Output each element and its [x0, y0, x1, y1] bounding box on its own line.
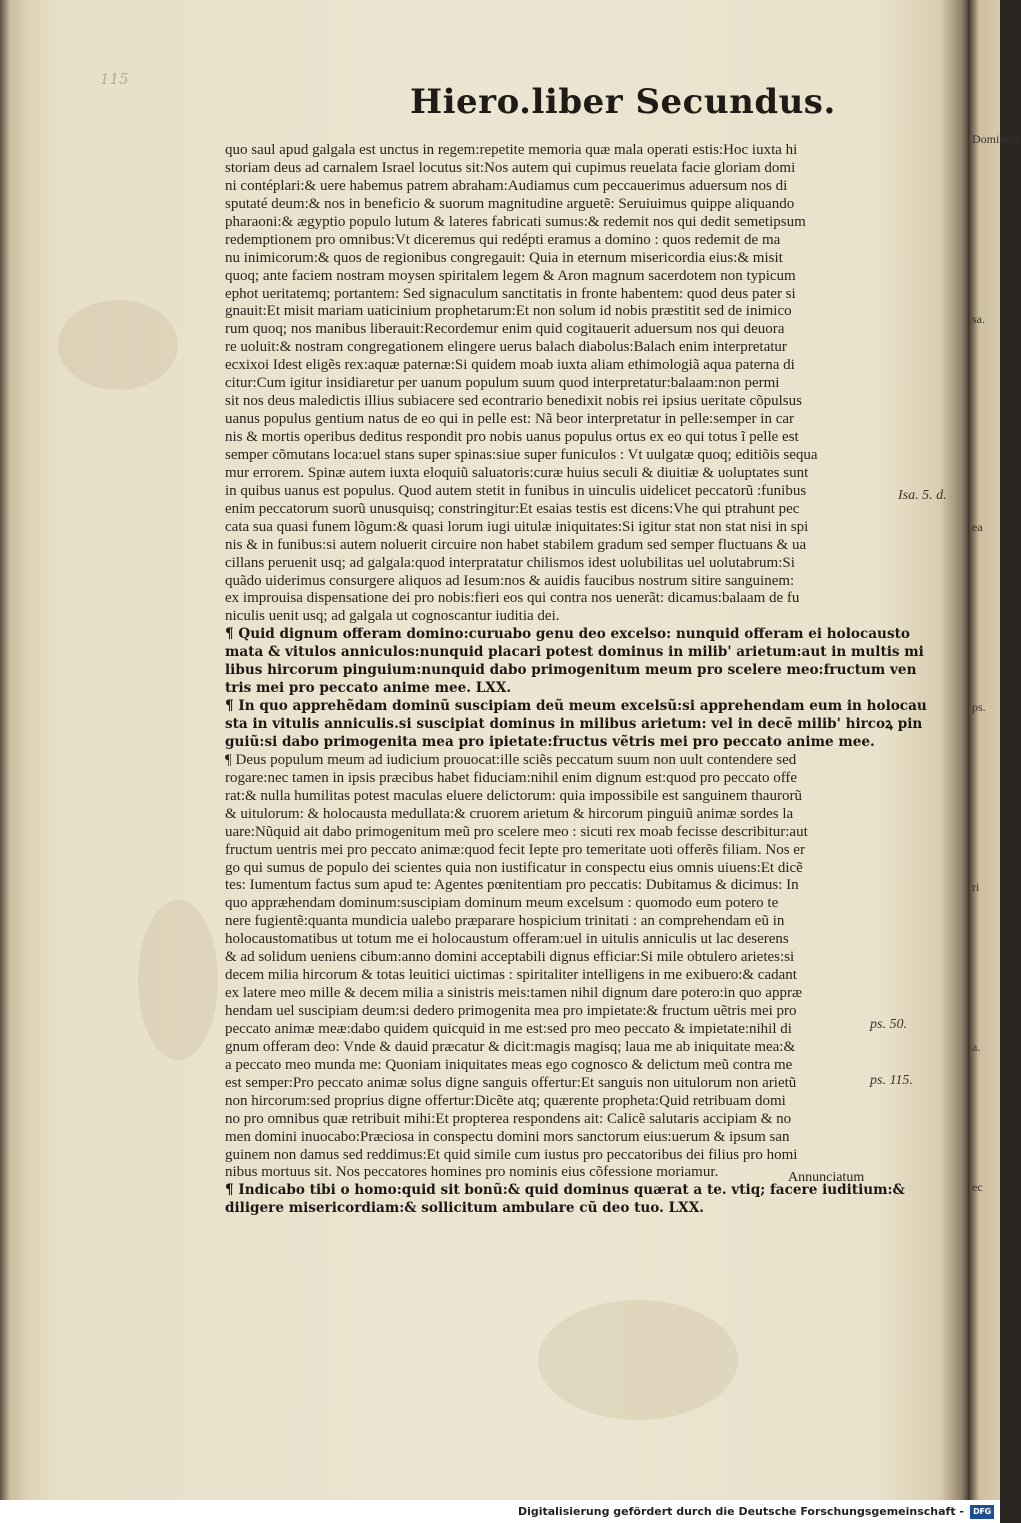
spine-fragment: ec [972, 1180, 983, 1194]
next-page-edge [968, 0, 1021, 1500]
text-line: semper cõmutans loca:uel stans super spinas:siue super funiculos : Vt uulgatæ quoq; editiõis sequa [225, 446, 818, 463]
text-line: a peccato meo munda me: Quoniam iniquitates meas ego cognosco & delictum meũ contra me [225, 1056, 793, 1073]
spine-fragment: sa. [972, 312, 985, 326]
text-line: libus hircorum pinguium:nunquid dabo primogenitum meum pro scelere meo:fructum ven [225, 662, 917, 679]
text-line: cillans peruenit usq; ad galgala:quod interpratatur chilismos idest uolubilitas uel uolutabrum:Si [225, 554, 795, 571]
text-line: niculis uenit usq; ad galgala ut cognoscantur iuditia dei. [225, 608, 560, 625]
text-line: rogare:nec tamen in ipsis præcibus habet fiduciam:nihil enim dignum est:quod pro peccato offe [225, 769, 798, 786]
text-line: mata & vitulos anniculos:nunquid placari potest dominus in milib' arietum:aut in multis mi [225, 644, 924, 661]
text-line: rum quoq; nos manibus liberauit:Recordemur enim quid cogitauerit aduersum nos qui deuora [225, 321, 785, 338]
spine-fragment: ps. [972, 700, 986, 714]
text-line: quãdo uiderimus consurgere aliquos ad Iesum:nos & auidis faucibus nostrum sitire sanguinem: [225, 572, 795, 589]
text-line: rat:& nulla humilitas potest maculas eluere delictorum: quia impossibile est sanguinem thaurorũ [225, 787, 802, 804]
text-line: enim peccatorum suorũ unusquisq; constringitur:Et esaias testis est dicens:Vhe qui ptrahunt pec [225, 500, 800, 517]
text-line: tris mei pro peccato anime mee. LXX. [225, 680, 512, 697]
text-line: sit nos deus maledictis illius subiacere sed econtrario benedixit nobis rei ipsius ueritate cõpulsus [225, 393, 802, 410]
text-line: nibus mortuus sit. Nos peccatores homines pro nominis eius cõfessione moriamur. [225, 1164, 719, 1181]
corner-note: 115 [100, 70, 129, 88]
spine-fragment: ri [972, 880, 980, 894]
text-line: redemptionem pro omnibus:Vt diceremus qui redépti eramus a domino : quos redemit de ma [225, 231, 781, 248]
text-line: ni contéplari:& uere habemus patrem abraham:Audiamus cum peccauerimus aduersum nos di [225, 177, 788, 194]
text-line: ephot ueritatemq; portantem: Sed signaculum sanctitatis in fronte habentem: quod deus pater si [225, 285, 796, 302]
text-line: sta in vitulis anniculis.si suscipiat dominus in milibus arietum: vel in decẽ milib' hircoꝝ pin [225, 716, 923, 732]
text-line: gnum offeram deo: Vnde & dauid præcatur & dicit:magis magisq; laua me ab iniquitate mea:& [225, 1038, 796, 1055]
text-line: nere fugientẽ:quanta mundicia ualebo præparare hospicium trinitati : an comprehendam eũ in [225, 913, 785, 930]
text-line: men domini inuocabo:Præciosa in conspectu domini mors sanctorum eius:uerum & ipsum san [225, 1128, 790, 1145]
text-line: hendam uel suscipiam deum:si dedero primogenita mea pro impietate:& fructum uẽtris mei pro [225, 1003, 797, 1019]
text-line: quoq; ante faciem nostram moysen spiritalem legem & Aron magnum sacerdotem non typicum [225, 267, 796, 284]
text-line: guinem non damus sed reddimus:Et quid simile cum iustus pro peccatoribus dei filius pro homi [225, 1146, 798, 1163]
text-line: holocaustomatibus ut totum me ei holocaustum offeram:uel in uitulis anniculis ut lac deserens [225, 931, 789, 948]
text-line: ecxixoi Idest eligẽs rex:aquæ paternæ:Si quidem moab iuxta aliam ethimologiã aqua paterna di [225, 357, 795, 374]
text-line: nis & in funibus:si autem noluerit circuire non habet stabilem gradum sed semper fluctuans & ua [225, 536, 807, 553]
text-line: fructum uentris mei pro peccato animæ:quod fecit Iepte pro temeritate uoti offerẽs filiam. Nos er [225, 841, 805, 858]
spine-fragment: ea [972, 520, 983, 534]
text-line: est semper:Pro peccato animæ solus digne sanguis offertur:Et sanguis non uitulorum non arietũ [225, 1074, 797, 1091]
text-line: peccato animæ meæ:dabo quidem quicquid in me est:sed pro meo peccato & impietate:nihil di [225, 1020, 792, 1037]
text-line: re uoluit:& nostram congregationem elingere uerus balach diabolus:Balach enim interpretatur [225, 339, 787, 356]
text-line: diligere misericordiam:& sollicitum ambulare cũ deo tuo. LXX. [225, 1200, 704, 1217]
text-line: guiũ:si dabo primogenita mea pro ipietate:fructus vẽtris mei pro peccato anime mee. [225, 733, 875, 750]
text-line: quo saul apud galgala est unctus in regem:repetite memoria quæ mala operati estis:Hoc iuxta hi [225, 142, 798, 158]
text-line: nis & mortis operibus deditus respondit pro nobis uanus populus ortus ex eo qui totus ĩ pelle est [225, 429, 799, 445]
text-line: ¶ Deus populum meum ad iudicium prouocat:ille sciẽs peccatum suum non uult contendere sed [225, 751, 797, 768]
text-line: quo appræhendam dominum:suscipiam dominum meum excelsum : quomodo eum potero te [225, 895, 779, 912]
footer-bar [0, 1500, 1000, 1523]
spine-fragment: Dominum [972, 132, 1021, 146]
marginal-note-isa: Isa. 5. d. [898, 488, 947, 503]
text-line: uare:Nũquid ait dabo primogenitum meũ pro scelere meo : sicuti rex moab fecisse describitur:aut [225, 823, 808, 840]
text-line: mur errorem. Spinæ autem iuxta eloquiũ saluatoris:curæ huius seculi & diuitiæ & uoluptates sunt [225, 464, 809, 481]
stain [138, 900, 218, 1060]
text-line: ¶ Indicabo tibi o homo:quid sit bonũ:& quid dominus quærat a te. vtiq; facere iuditium:& [225, 1182, 905, 1199]
marginal-note-ps115: ps. 115. [870, 1073, 913, 1088]
text-line: ¶ In quo apprehẽdam dominũ suscipiam deũ meum excelsũ:si apprehendam eum in holocau [225, 698, 927, 715]
text-line: storiam deus ad carnalem Israel locutus sit:Nos autem qui cupimus reuelata facie gloriam domi [225, 159, 796, 176]
text-line: no pro omnibus quæ retribuit mihi:Et propterea respondens ait: Calicẽ salutaris accipiam & no [225, 1110, 792, 1127]
dfg-logo-icon[interactable]: DFG [970, 1505, 994, 1519]
text-line: citur:Cum igitur insidiaretur per uanum populum suum quod interpretatur:balaam:non permi [225, 375, 780, 392]
stain [538, 1300, 738, 1420]
running-head: Hiero.liber Secundus. [410, 82, 836, 122]
text-line: nu inimicorum:& quos de regionibus congregauit: Quia in eternum misericordia eius:& misit [225, 249, 783, 266]
text-line: non hircorum:sed proprius digne offertur:Dicẽte atq; quærente propheta:Quid retribuam domi [225, 1092, 786, 1109]
text-line: sputaté deum:& nos in beneficio & suorum magnitudine arguetẽ: Seruiuimus quippe aliquando [225, 195, 795, 212]
text-line: cata sua quasi funem lõgum:& quasi lorum iugi uitulæ iniquitates:Si igitur stat non stat nisi in spi [225, 518, 809, 535]
stain [58, 300, 178, 390]
text-line: uanus populus gentium natus de eo qui in pelle est: Nã beor interpretatur in pelle:semper in car [225, 411, 795, 428]
text-line: & ad solidum ueniens cibum:anno domini acceptabili dignus efficiar:Si mile obtulero arietes:si [225, 949, 795, 966]
text-line: gnauit:Et misit mariam uaticinium prophetarum:Et non solum id nobis præstitit sed de inimico [225, 303, 792, 320]
text-line: pharaoni:& ægyptio populo lutum & lateres fabricati sumus:& redemit nos qui dedit semetipsum [225, 213, 806, 230]
catchword: Annunciatum [788, 1170, 865, 1185]
marginal-note-ps50: ps. 50. [870, 1017, 907, 1032]
text-line: tes: Iumentum factus sum apud te: Agentes pœnitentiam pro peccatis: Dubitamus & dicimus: In [225, 877, 799, 894]
text-line: & uitulorum: & holocausta medullata:& cruorem arietum & hircorum pinguiũ animæ sordes la [225, 805, 794, 822]
text-line: go qui sumus de populo dei scientes quia non iustificatur in conspectu eius omnis uiuens:Et dicẽ [225, 859, 803, 876]
funding-notice: Digitalisierung gefördert durch die Deutsche Forschungsgemeinschaft - [517, 1505, 964, 1518]
text-line: in quibus uanus est populus. Quod autem stetit in funibus in uinculis uidelicet peccatorũ :funibus [225, 482, 807, 499]
text-line: ¶ Quid dignum offeram domino:curuabo genu deo excelso: nunquid offeram ei holocausto [225, 626, 910, 643]
spine-fragment: a. [972, 1040, 981, 1054]
text-line: decem milia hircorum & totas leuitici uictimas : spiritaliter intelligens in me exibuero:& cadant [225, 967, 797, 984]
text-line: ex improuisa dispensatione dei pro nobis:fieri eos qui contra nos uenerãt: dicamus:balaam de fu [225, 590, 800, 607]
text-line: ex latere meo mille & decem milia a sinistris meis:tamen nihil dignum dare potero:in quo appræ [225, 985, 802, 1002]
